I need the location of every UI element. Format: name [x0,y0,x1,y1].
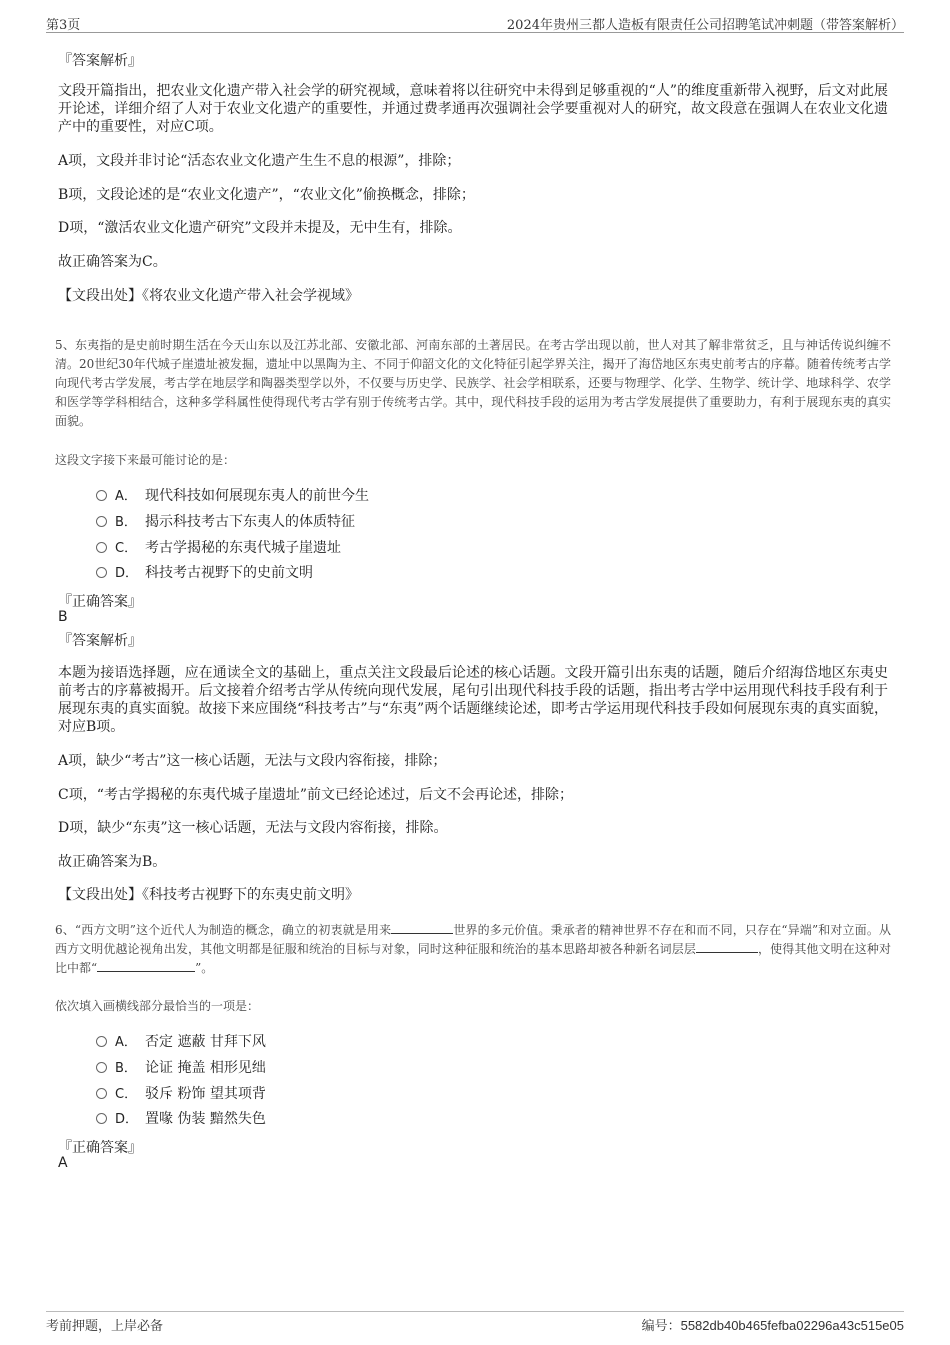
conclusion: 故正确答案为B。 [58,854,167,870]
radio-button-icon[interactable] [96,1062,107,1073]
analysis-label: 『答案解析』 [58,53,142,69]
option-c-analysis: C项，“考古学揭秘的东夷代城子崖遗址”前文已经论述过，后文不会再论述，排除； [58,787,574,803]
footer-slogan: 考前押题，上岸必备 [46,1319,164,1334]
q6-option-c[interactable]: C． 驳斥 粉饰 望其项背 [96,1083,266,1103]
question-6-text: 6、“西方文明”这个近代人为制造的概念，确立的初衷就是用来 世界的多元价值。秉承者的精神世界不存在和而不同，只存在“异端”和对立面。从西方文明优越论视角出发，其他文明都是征服和统治的目标与对象，同时这种征服和统治的基本思路却被各种新名词层层 ，使得其他文明在这种对比中都“ ”。 [55,923,891,975]
analysis-text: 本题为接语选择题，应在通读全文的基础上，重点关注文段最后论述的核心话题。文段开篇引出东夷的话题，随后介绍海岱地区东夷史前考古的序幕被揭开。后文接着介绍考古学从传统向现代发展，尾句引出现代科技手段的话题，指出考古学中运用现代科技手段有利于展现东夷的真实面貌。故接下来应围绕“科技考古”与“东夷”两个话题继续论述，即考古学运用现代科技手段如何展现东夷的真实面貌，对应B项。 [58,665,888,735]
radio-button-icon[interactable] [96,542,107,553]
analysis-text: 文段开篇指出，把农业文化遗产带入社会学的研究视域，意味着将以往研究中未得到足够重视的“人”的维度重新带入视野，后文对此展开论述，详细介绍了人对于农业文化遗产的重要性，并通过费孝通再次强调社会学要重视对人的研究，故文段意在强调人在农业文化遗产中的重要性，对应C项。 [58,83,888,135]
page-header [46,14,904,33]
q5-option-d[interactable]: D． 科技考古视野下的史前文明 [96,562,313,582]
option-a-analysis: A项，文段并非讨论“活态农业文化遗产生生不息的根源”，排除； [58,153,461,169]
analysis-label: 『答案解析』 [58,633,142,649]
source-citation: 【文段出处】《将农业文化遗产带入社会学视域》 [58,288,359,304]
q6-option-b[interactable]: B． 论证 掩盖 相形见绌 [96,1057,266,1077]
document-title: 2024年贵州三都人造板有限责任公司招聘笔试冲刺题（带答案解析） [506,18,904,33]
option-a-analysis: A项，缺少“考古”这一核心话题，无法与文段内容衔接，排除； [58,753,447,769]
page-footer [46,1311,904,1334]
document-code: 编号：5582db40b465fefba02296a43c515e05 [641,1318,904,1334]
option-d-analysis: D项，“激活农业文化遗产研究”文段并未提及，无中生有，排除。 [58,220,462,236]
q6-option-a[interactable]: A． 否定 遮蔽 甘拜下风 [96,1031,266,1051]
radio-button-icon[interactable] [96,1113,107,1124]
fill-blank-3 [97,959,195,972]
radio-button-icon[interactable] [96,1036,107,1047]
radio-button-icon[interactable] [96,567,107,578]
q5-option-b[interactable]: B． 揭示科技考古下东夷人的体质特征 [96,511,355,531]
q5-option-a[interactable]: A． 现代科技如何展现东夷人的前世今生 [96,485,369,505]
option-b-analysis: B项，文段论述的是“农业文化遗产”，“农业文化”偷换概念，排除； [58,187,475,203]
page-number: 第3页 [46,18,81,33]
correct-answer: A [58,1155,68,1171]
q5-option-c[interactable]: C． 考古学揭秘的东夷代城子崖遗址 [96,537,341,557]
radio-button-icon[interactable] [96,516,107,527]
source-citation: 【文段出处】《科技考古视野下的东夷史前文明》 [58,887,359,903]
conclusion: 故正确答案为C。 [58,254,167,270]
fill-blank-1 [391,921,453,934]
correct-answer: B [58,609,68,625]
radio-button-icon[interactable] [96,490,107,501]
q6-option-d[interactable]: D． 置喙 伪装 黯然失色 [96,1108,266,1128]
correct-answer-label: 『正确答案』 [58,594,142,610]
question-5-text: 5、东夷指的是史前时期生活在今天山东以及江苏北部、安徽北部、河南东部的土著居民。在考古学出现以前，世人对其了解非常贫乏，且与神话传说纠缠不清。20世纪30年代城子崖遗址被发掘，遗址中以黑陶为主、不同于仰韶文化的文化特征引起学界关注，揭开了海岱地区东夷史前考古的序幕。随着传统考古学向现代考古学发展，考古学在地层学和陶器类型学以外，不仅要与历史学、民族学、社会学相联系，还要与物理学、化学、生物学、统计学、地球科学、农学和医学等学科相结合，这种多学科属性使得现代考古学有别于传统考古学。其中，现代科技手段的运用为考古学发展提供了重要助力，有利于展现东夷的真实面貌。 [55,338,891,428]
question-6-prompt: 依次填入画横线部分最恰当的一项是： [55,999,260,1013]
fill-blank-2 [696,940,758,953]
correct-answer-label: 『正确答案』 [58,1140,142,1156]
radio-button-icon[interactable] [96,1088,107,1099]
question-5-prompt: 这段文字接下来最可能讨论的是： [55,453,236,467]
option-d-analysis: D项，缺少“东夷”这一核心话题，无法与文段内容衔接，排除。 [58,820,448,836]
